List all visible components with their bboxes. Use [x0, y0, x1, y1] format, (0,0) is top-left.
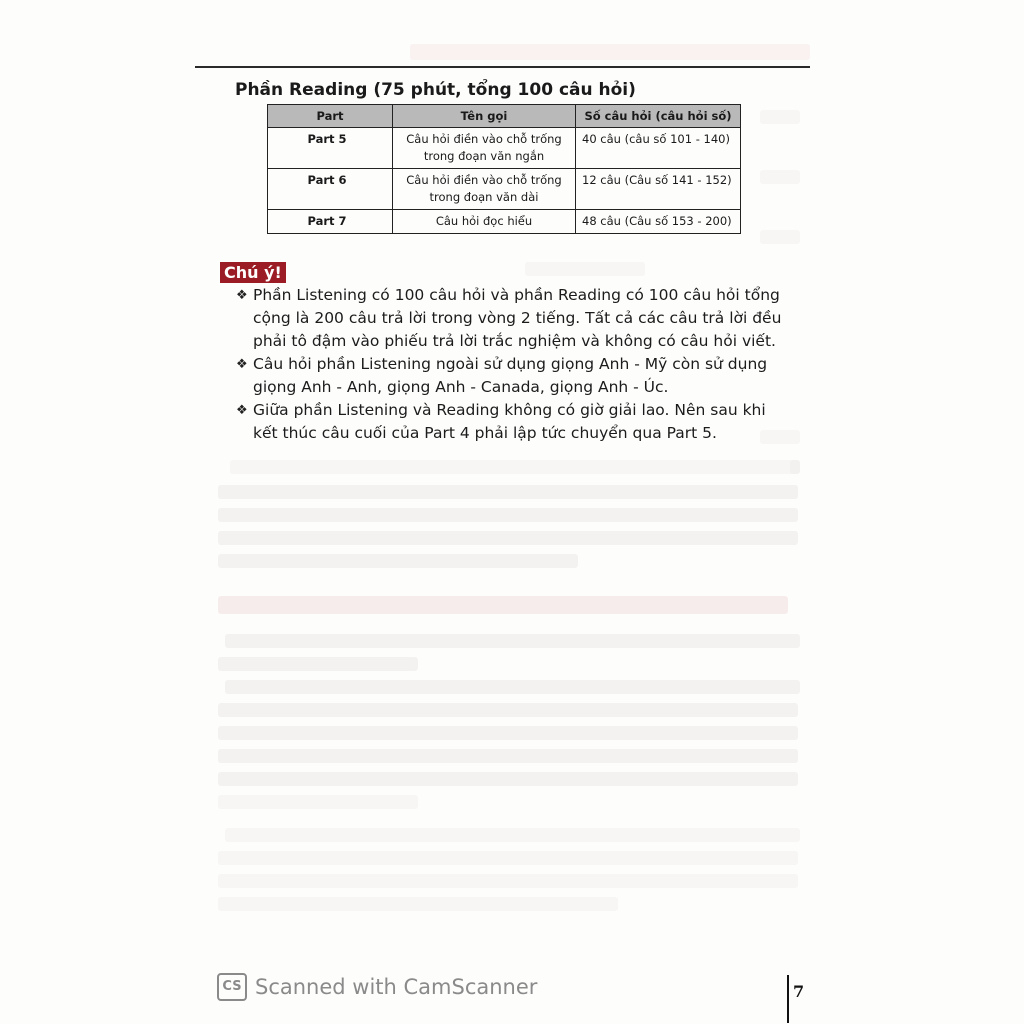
- header-rule: [195, 66, 810, 68]
- bleed-through-text: [218, 772, 798, 786]
- bleed-through-text: [218, 703, 798, 717]
- bleed-through-text: [218, 795, 418, 809]
- list-item: [236, 353, 791, 399]
- table-header-row: [268, 105, 741, 128]
- bleed-through-heading: [218, 596, 788, 614]
- bleed-through-text: [218, 554, 578, 568]
- camscanner-logo-icon: CS: [217, 973, 247, 1001]
- part-cell: Part 7: [268, 210, 393, 234]
- bleed-through-text: [790, 460, 800, 474]
- bleed-through-text: [525, 262, 645, 276]
- diamond-bullet-icon: ❖: [236, 288, 248, 303]
- bleed-through-text: [760, 170, 800, 184]
- part-cell: Part 5: [268, 128, 393, 169]
- bleed-through-text: [225, 634, 800, 648]
- part-cell: Part 6: [268, 169, 393, 210]
- table-row: [268, 128, 741, 169]
- notes-list: [236, 284, 791, 445]
- bleed-through-text: [218, 897, 618, 911]
- count-cell: 12 câu (Câu số 141 - 152): [576, 169, 741, 210]
- bleed-through-text: [218, 851, 798, 865]
- page-number-rule: [787, 975, 789, 1023]
- note-text: Phần Listening có 100 câu hỏi và phần Reading có 100 câu hỏi tổng cộng là 200 câu trả lời trong vòng 2 tiếng. Tất cả các câu trả lời đều phải tô đậm vào phiếu trả lời trắc nghiệm và không có câu hỏi viết.: [253, 286, 782, 350]
- diamond-bullet-icon: ❖: [236, 403, 248, 418]
- list-item: [236, 399, 791, 445]
- table-row: [268, 210, 741, 234]
- name-cell: Câu hỏi điền vào chỗ trống trong đoạn văn dài: [393, 169, 576, 210]
- column-header-part: Part: [268, 105, 393, 128]
- list-item: [236, 284, 791, 353]
- page-number: 7: [793, 982, 805, 1001]
- bleed-through-text: [218, 726, 798, 740]
- count-cell: 48 câu (Câu số 153 - 200): [576, 210, 741, 234]
- reading-parts-table: [267, 104, 741, 234]
- watermark-text: Scanned with CamScanner: [255, 975, 538, 999]
- bleed-through-text: [218, 749, 798, 763]
- count-cell: 40 câu (câu số 101 - 140): [576, 128, 741, 169]
- column-header-name: Tên gọi: [393, 105, 576, 128]
- note-tag: Chú ý!: [220, 262, 286, 283]
- bleed-through-text: [218, 874, 798, 888]
- bleed-through-text: [230, 460, 800, 474]
- name-cell: Câu hỏi đọc hiểu: [393, 210, 576, 234]
- bleed-through-text: [218, 657, 418, 671]
- note-text: Giữa phần Listening và Reading không có giờ giải lao. Nên sau khi kết thúc câu cuối của Part 4 phải lập tức chuyển qua Part 5.: [253, 401, 766, 442]
- bleed-through-text: [218, 531, 798, 545]
- bleed-through-text: [225, 680, 800, 694]
- table-row: [268, 169, 741, 210]
- diamond-bullet-icon: ❖: [236, 357, 248, 372]
- name-cell: Câu hỏi điền vào chỗ trống trong đoạn văn ngắn: [393, 128, 576, 169]
- bleed-through-text: [225, 828, 800, 842]
- column-header-count: Số câu hỏi (câu hỏi số): [576, 105, 741, 128]
- section-title: Phần Reading (75 phút, tổng 100 câu hỏi): [235, 80, 636, 100]
- bleed-through-heading: [410, 44, 810, 60]
- bleed-through-text: [760, 230, 800, 244]
- bleed-through-text: [760, 110, 800, 124]
- camscanner-watermark: [217, 973, 537, 1001]
- bleed-through-text: [218, 508, 798, 522]
- note-text: Câu hỏi phần Listening ngoài sử dụng giọng Anh - Mỹ còn sử dụng giọng Anh - Anh, giọng Anh - Canada, giọng Anh - Úc.: [253, 355, 768, 396]
- bleed-through-text: [218, 485, 798, 499]
